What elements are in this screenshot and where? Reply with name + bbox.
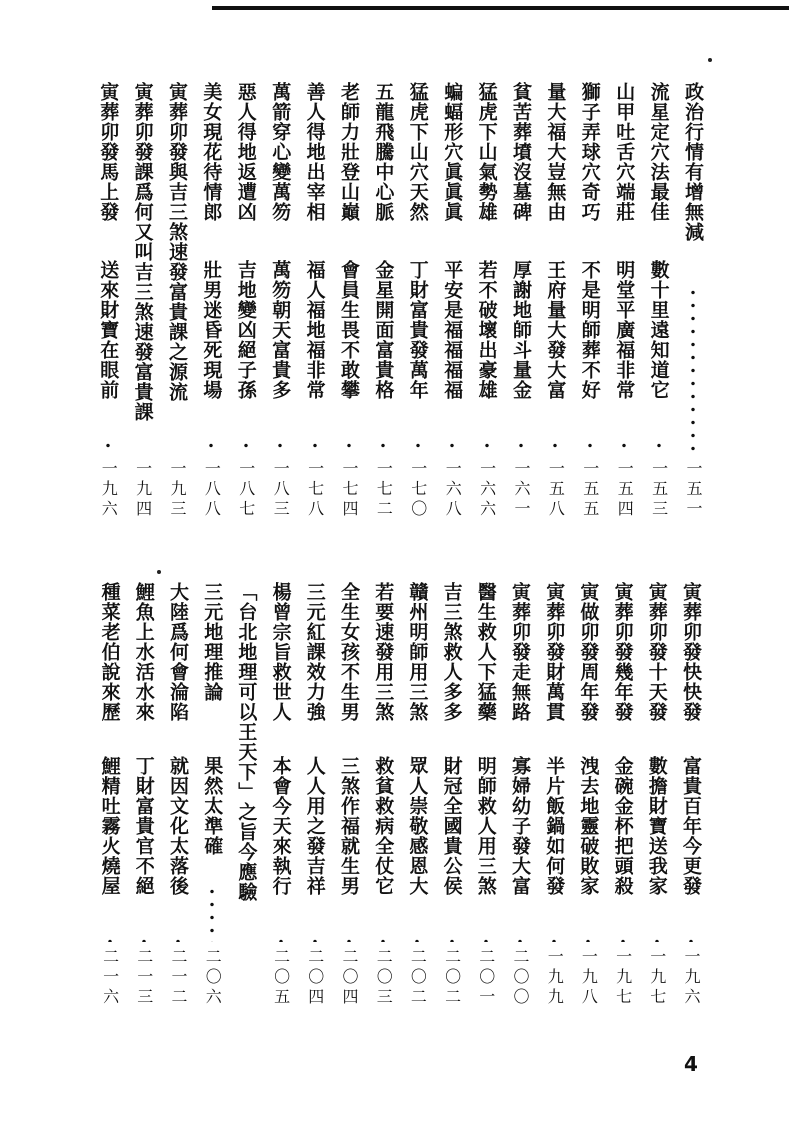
dot-leader — [485, 439, 489, 454]
dot-leader — [484, 935, 488, 942]
dot-leader — [622, 439, 626, 454]
toc-entry-title: 猛虎下山氣勢雄 — [475, 82, 498, 222]
toc-entry-page: 二〇二 — [408, 948, 428, 1008]
toc-entry-page: 二〇五 — [271, 948, 291, 1008]
dot-leader — [553, 439, 557, 454]
toc-entry-subtitle: 寡婦幼子發大富 — [509, 756, 531, 896]
dot-leader — [108, 935, 112, 942]
toc-entry-subtitle: 丁財富貴發萬年 — [406, 260, 429, 400]
dot-leader — [655, 935, 659, 942]
toc-entry-page: 一五五 — [580, 460, 600, 520]
toc-entry-subtitle: 富貴百年今更發 — [680, 756, 702, 896]
dot-leader — [416, 439, 420, 454]
toc-entry — [439, 582, 465, 1042]
dot-leader — [586, 935, 590, 942]
top-rule — [212, 6, 789, 10]
dot-leader — [347, 935, 351, 942]
toc-entry-title: 三元紅課效力強 — [303, 582, 326, 722]
toc-entry-page: 一九七 — [613, 948, 633, 1008]
toc-entry — [680, 82, 706, 542]
toc-entry — [198, 82, 224, 542]
toc-entry — [507, 582, 533, 1042]
toc-entry — [233, 582, 259, 1042]
toc-entry — [302, 582, 328, 1042]
toc-entry-subtitle: 不是明師葬不好 — [578, 260, 601, 400]
toc-entry-title: 寅葬卯發課爲何又叫吉三煞速發富貴課 — [131, 82, 154, 422]
toc-entry-title: 老師力壯登山巔 — [338, 82, 360, 222]
toc-entry — [97, 582, 123, 1042]
dot-leader — [657, 439, 661, 454]
dot-leader — [381, 935, 385, 942]
toc-entry-page: 一九九 — [545, 948, 565, 1008]
dot-leader — [415, 935, 419, 942]
toc-entry-title: 寅葬卯發幾年發 — [611, 582, 634, 722]
toc-entry-title: 萬箭穿心變萬笏 — [269, 82, 292, 222]
toc-entry — [164, 82, 190, 542]
dot-leader — [244, 439, 248, 454]
dot-leader — [450, 935, 454, 942]
dot-leader — [106, 439, 110, 454]
toc-entry-title: 種菜老伯說來歷 — [98, 582, 121, 722]
toc-entry-subtitle: 萬笏朝天富貴多 — [269, 260, 292, 400]
toc-entry — [404, 582, 430, 1042]
toc-entry — [678, 582, 704, 1042]
toc-entry-title: 寅葬卯發快快發 — [680, 582, 702, 722]
toc-entry-title: 猛虎下山穴天然 — [406, 82, 429, 222]
toc-entry-page: 一九六 — [682, 948, 701, 1008]
toc-entry — [370, 582, 396, 1042]
dot-leader — [621, 935, 625, 942]
toc-lower-block — [0, 582, 789, 1042]
toc-entry-subtitle: 明堂平廣福非常 — [613, 260, 636, 400]
toc-entry-page: 一五一 — [684, 460, 703, 520]
toc-entry-title: 獅子弄球穴奇巧 — [578, 82, 601, 222]
toc-entry-subtitle: 洩去地靈破敗家 — [577, 756, 600, 896]
toc-entry-title: 贛州明師用三煞 — [406, 582, 429, 722]
toc-entry — [336, 582, 362, 1042]
toc-entry-subtitle: 若不破壞出豪雄 — [475, 260, 498, 400]
toc-entry-subtitle: 會員生畏不敢攀 — [338, 260, 360, 400]
dot-leader — [313, 935, 317, 942]
dot-leader — [313, 439, 317, 454]
toc-entry-page: 二〇一 — [476, 948, 496, 1008]
toc-entry-subtitle: 明師救人用三煞 — [474, 756, 497, 896]
toc-entry-subtitle: 數十里遠知道它 — [647, 260, 670, 400]
toc-entry-page: 一七〇 — [408, 460, 428, 520]
toc-entry — [131, 582, 157, 1042]
toc-entry-page: 一九四 — [133, 460, 153, 520]
toc-entry — [542, 82, 568, 542]
toc-entry-subtitle: 丁財富貴官不絕 — [132, 756, 155, 896]
toc-entry-subtitle: 數擔財寶送我家 — [645, 756, 668, 896]
toc-entry — [268, 582, 294, 1042]
toc-entry — [130, 82, 156, 542]
toc-entry — [439, 82, 465, 542]
toc-entry-subtitle: 財冠全國貴公侯 — [440, 756, 463, 896]
toc-entry — [508, 82, 534, 542]
toc-entry-title: 美女現花待情郎 — [200, 82, 223, 222]
toc-entry-page: 一六八 — [443, 460, 463, 520]
dot-leader — [381, 439, 385, 454]
toc-entry-subtitle: 壯男迷昏死現場 — [200, 260, 223, 400]
toc-entry-title: 寅做卯發周年發 — [577, 582, 600, 722]
toc-entry-title: 大陸爲何會淪陷 — [167, 582, 189, 722]
toc-entry — [199, 582, 225, 1042]
toc-entry-title: 「台北地理可以王天下」之旨今應驗 — [235, 582, 258, 902]
toc-entry — [474, 82, 500, 542]
toc-entry-page: 一六一 — [512, 460, 531, 520]
toc-entry-title: 流星定穴法最佳 — [647, 82, 670, 222]
toc-entry — [646, 82, 672, 542]
toc-entry-page: 二〇二 — [442, 948, 462, 1008]
toc-entry — [473, 582, 499, 1042]
toc-entry — [233, 82, 259, 542]
toc-entry-subtitle: 王府量大發大富 — [544, 260, 567, 400]
toc-entry — [611, 82, 637, 542]
toc-entry — [610, 582, 636, 1042]
toc-entry-page: 二〇〇 — [511, 948, 530, 1008]
toc-entry-title: 寅葬卯發馬上發 — [97, 82, 120, 222]
toc-entry-title: 寅葬卯發十天發 — [645, 582, 668, 722]
toc-entry-subtitle: 救貧救病全仗它 — [372, 756, 395, 896]
toc-entry — [575, 582, 601, 1042]
toc-entry — [165, 582, 191, 1042]
toc-entry-title: 鯉魚上水活水來 — [132, 582, 155, 722]
toc-entry-page: 一八七 — [236, 460, 256, 520]
toc-entry-title: 全生女孩不生男 — [338, 582, 360, 722]
toc-entry-page: 二〇六 — [203, 948, 223, 1008]
toc-entry-subtitle: 眾人崇敬感恩大 — [406, 756, 429, 896]
toc-entry-page: 二〇三 — [374, 948, 394, 1008]
toc-entry-title: 山甲吐舌穴端莊 — [613, 82, 636, 222]
speck-mark — [157, 570, 161, 574]
toc-entry-page: 一九八 — [579, 948, 599, 1008]
toc-entry-title: 寅葬卯發走無路 — [509, 582, 531, 722]
toc-entry — [577, 82, 603, 542]
dot-leader — [347, 439, 351, 454]
dot-leader — [209, 439, 213, 454]
toc-entry-title: 惡人得地返遭凶 — [234, 82, 257, 222]
toc-entry-page: 一九六 — [99, 460, 119, 520]
toc-entry-subtitle: 平安是福福福福 — [441, 260, 464, 400]
toc-entry-subtitle: 吉地變凶絕子孫 — [234, 260, 257, 400]
toc-entry-page: 二一二 — [169, 948, 188, 1008]
toc-entry — [336, 82, 362, 542]
toc-entry-page: 一九七 — [647, 948, 667, 1008]
toc-entry — [541, 582, 567, 1042]
toc-upper-block — [0, 82, 789, 542]
toc-entry-page: 一五三 — [649, 460, 669, 520]
toc-entry-title: 政治行情有增無減 — [682, 82, 704, 242]
toc-entry-title: 楊曾宗旨救世人 — [269, 582, 292, 722]
toc-entry-subtitle: 人人用之發吉祥 — [303, 756, 326, 896]
toc-entry-subtitle: 厚謝地師斗量金 — [510, 260, 532, 400]
toc-entry-subtitle: 本會今天來執行 — [269, 756, 292, 896]
dot-leader — [519, 439, 523, 454]
toc-entry — [644, 582, 670, 1042]
toc-entry-subtitle: 送來財寶在眼前 — [97, 260, 120, 400]
dot-leader — [518, 935, 522, 942]
toc-entry-page: 一八八 — [202, 460, 222, 520]
toc-entry — [405, 82, 431, 542]
toc-entry-title: 吉三煞救人多多 — [440, 582, 463, 722]
toc-entry-title: 貧苦葬墳沒墓碑 — [510, 82, 532, 222]
toc-entry-subtitle: 半片飯鍋如何發 — [543, 756, 566, 896]
toc-entry-page: 一七四 — [340, 460, 359, 520]
toc-entry-page: 二〇四 — [340, 948, 359, 1008]
toc-entry-page: 一八三 — [271, 460, 291, 520]
speck-mark — [708, 58, 712, 62]
toc-entry-subtitle: 金碗金杯把頭殺 — [611, 756, 634, 896]
toc-entry-subtitle: 金星開面富貴格 — [372, 260, 395, 400]
toc-entry-subtitle: 福人福地福非常 — [303, 260, 326, 400]
dot-leader — [691, 286, 695, 454]
toc-entry-subtitle: 鯉精吐霧火燒屋 — [98, 756, 121, 896]
toc-entry-page: 一五四 — [615, 460, 635, 520]
toc-entry-title: 三元地理推論 — [201, 582, 224, 702]
dot-leader — [552, 935, 556, 942]
toc-entry-page: 一五八 — [546, 460, 566, 520]
toc-entry-subtitle: 果然太準確 — [201, 756, 224, 856]
dot-leader — [278, 439, 282, 454]
dot-leader — [176, 935, 180, 942]
toc-entry-title: 善人得地出宰相 — [303, 82, 326, 222]
toc-entry-page: 二一六 — [100, 948, 120, 1008]
toc-entry-title: 五龍飛騰中心脈 — [372, 82, 395, 222]
toc-entry-title: 量大福大豈無由 — [544, 82, 567, 222]
toc-entry-title: 寅葬卯發財萬貫 — [543, 582, 566, 722]
toc-entry-title: 醫生救人下猛藥 — [474, 582, 497, 722]
toc-entry-page: 二〇四 — [305, 948, 325, 1008]
toc-entry-page: 一七二 — [374, 460, 394, 520]
toc-entry-title: 若要速發用三煞 — [372, 582, 395, 722]
toc-entry-title: 寅葬卯發與吉三煞速發富貴課之源流 — [166, 82, 188, 402]
toc-entry — [302, 82, 328, 542]
dot-leader — [279, 935, 283, 942]
dot-leader — [588, 439, 592, 454]
dot-leader — [450, 439, 454, 454]
page-number: 4 — [684, 1052, 698, 1076]
toc-entry-subtitle: 三煞作福就生男 — [338, 756, 360, 896]
toc-entry-page: 一六六 — [477, 460, 497, 520]
toc-entry-page: 一九三 — [168, 460, 187, 520]
dot-leader — [142, 935, 146, 942]
dot-leader — [210, 885, 214, 942]
dot-leader — [689, 935, 693, 942]
toc-entry — [370, 82, 396, 542]
toc-entry-title: 蝙蝠形穴眞眞眞 — [441, 82, 464, 222]
toc-entry — [95, 82, 121, 542]
toc-entry — [267, 82, 293, 542]
toc-entry-page: 二一三 — [134, 948, 154, 1008]
toc-entry-page: 一七八 — [305, 460, 325, 520]
toc-entry-subtitle: 就因文化太落後 — [167, 756, 189, 896]
